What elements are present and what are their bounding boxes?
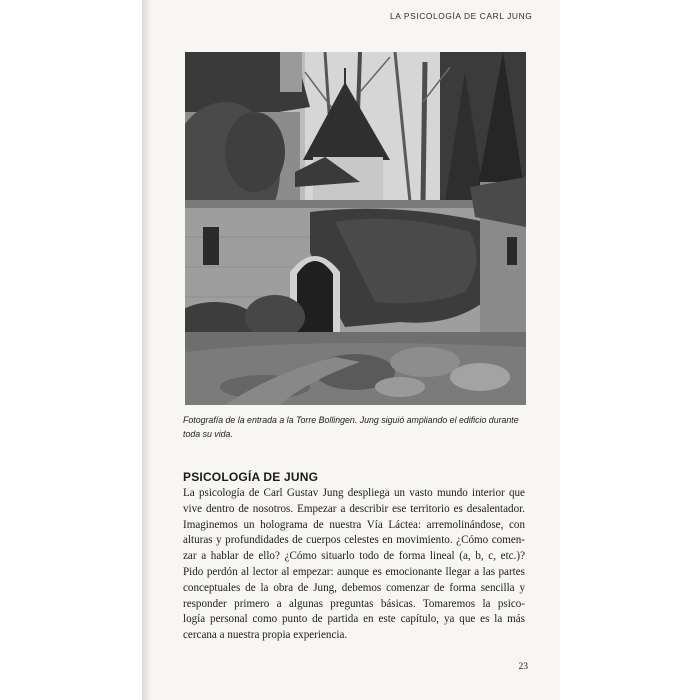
body-line: responder primero a algunas preguntas básicas. Tomaremos la psico- (183, 597, 525, 610)
running-head: LA PSICOLOGÍA DE CARL JUNG (390, 11, 533, 21)
body-line: Imaginemos un holograma de nuestra Vía Láctea: arremolinándose, con (183, 518, 525, 531)
body-line: cercana a nuestra propia experiencia. (183, 629, 348, 642)
section-heading: PSICOLOGÍA DE JUNG (183, 470, 319, 484)
page-number: 23 (518, 662, 528, 672)
photo-bollingen-tower (185, 52, 526, 405)
body-line: Pido perdón al lector al empezar: aunque es emocionante llegar a las partes (183, 565, 525, 578)
body-line: vive dentro de nosotros. Empezar a describir ese territorio es desalentador. (183, 502, 525, 515)
body-line: zar a hablar de ello? ¿Cómo situarlo todo de forma lineal (a, b, c, etc.)? (183, 550, 525, 563)
photo-caption: Fotografía de la entrada a la Torre Bollingen. Jung siguió ampliando el edificio durante toda su vida. (183, 415, 519, 439)
body-line: conceptuales de la obra de Jung, debemos comenzar de forma sencilla y (183, 581, 525, 594)
body-line: logía personal como punto de partida en este capítulo, ya que es la más (183, 613, 525, 626)
body-line: alturas y profundidades de cuerpos celestes en movimiento. ¿Cómo comen- (183, 534, 525, 547)
page-gutter-shadow (142, 0, 152, 700)
body-paragraph (183, 486, 525, 644)
body-line: La psicología de Carl Gustav Jung despliega un vasto mundo interior que (183, 487, 525, 499)
